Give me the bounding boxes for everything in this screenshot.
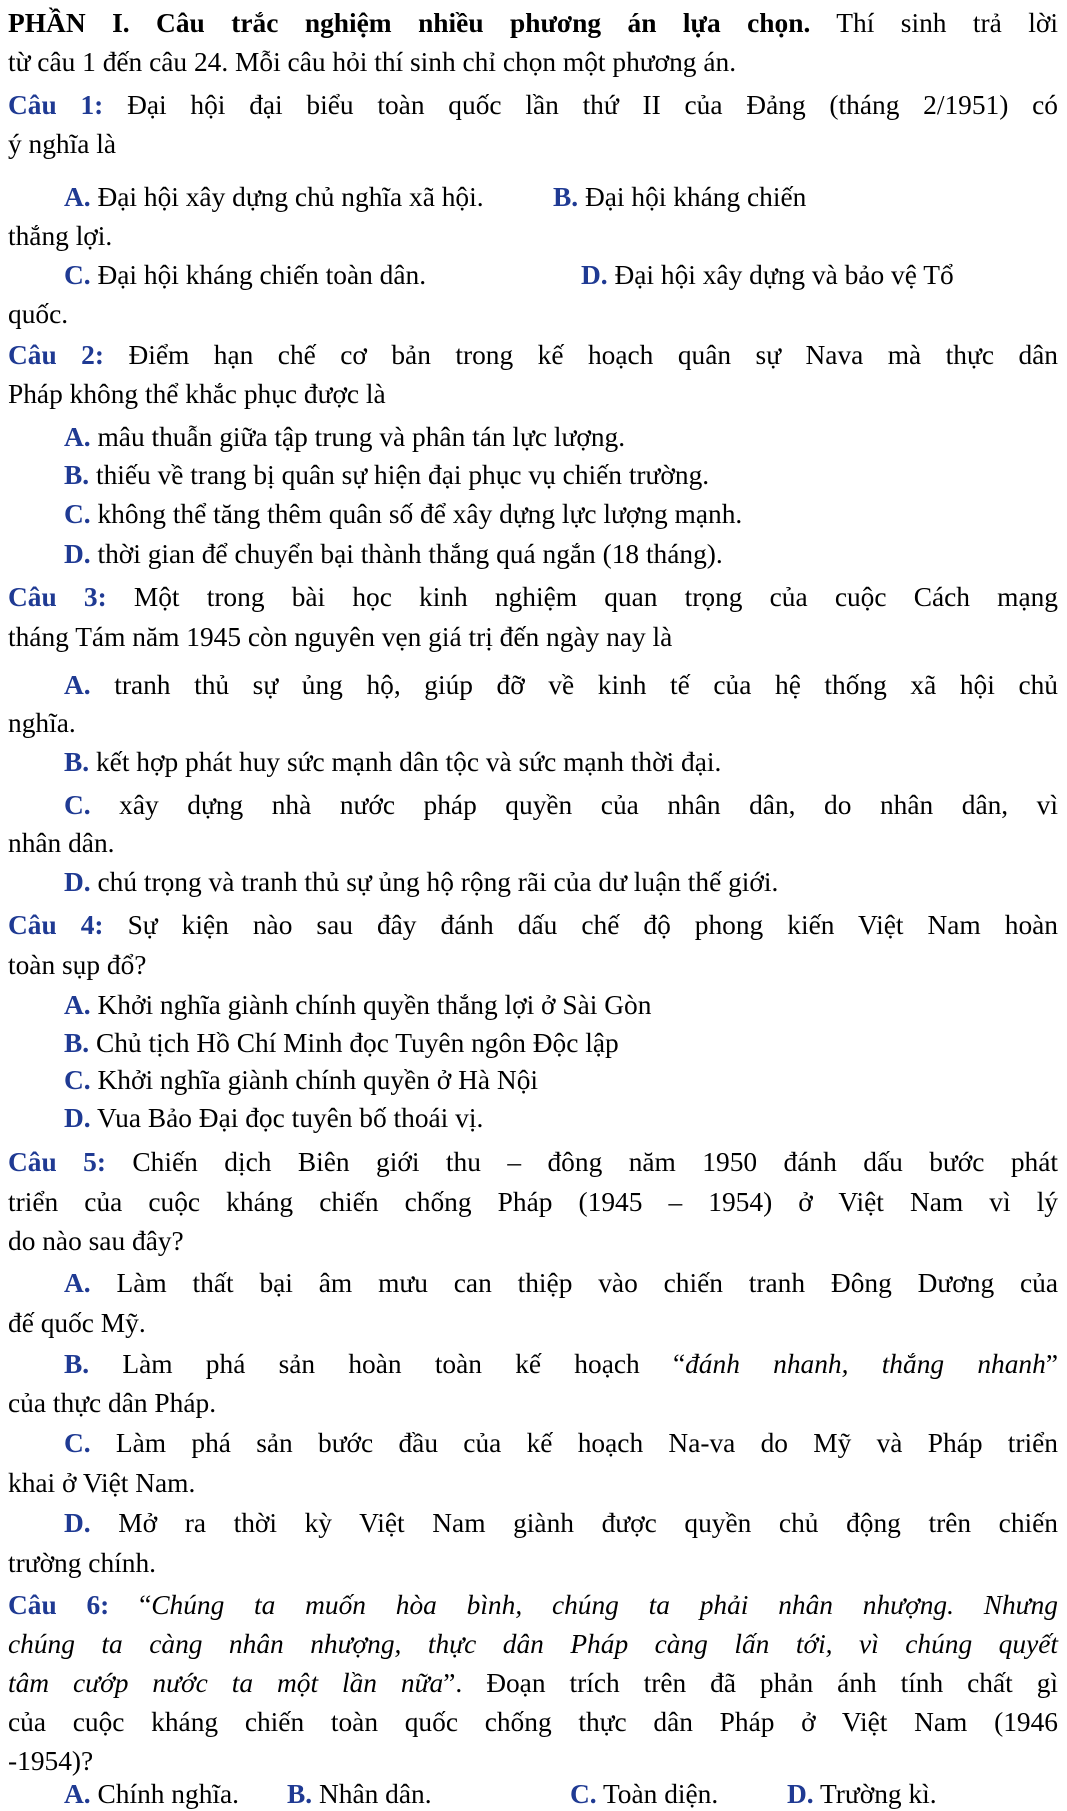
question-5-option-b-cont: của thực dân Pháp. bbox=[8, 1388, 217, 1418]
question-3-option-c-cont: nhân dân. bbox=[8, 828, 115, 858]
question-3-option-c bbox=[64, 788, 1058, 822]
option-letter: D. bbox=[787, 1779, 814, 1809]
option-letter: A. bbox=[64, 182, 91, 212]
question-3-option-a bbox=[64, 668, 1058, 702]
question-5-option-a bbox=[64, 1266, 1058, 1300]
part-instruction: Thí sinh trả lời bbox=[810, 8, 1059, 38]
question-1-stem-cont: ý nghĩa là bbox=[8, 129, 117, 159]
question-5-option-c-cont: khai ở Việt Nam. bbox=[8, 1468, 196, 1498]
option-text: Khởi nghĩa giành chính quyền ở Hà Nội bbox=[90, 1065, 538, 1095]
question-6-option-c bbox=[570, 1777, 718, 1811]
option-text: không thể tăng thêm quân số để xây dựng lực lượng mạnh. bbox=[90, 499, 743, 529]
question-3-option-a-cont: nghĩa. bbox=[8, 708, 76, 738]
question-2-option-b bbox=[64, 458, 709, 492]
question-1-option-d-cont: quốc. bbox=[8, 299, 69, 329]
question-5-stem-cont: triển của cuộc kháng chiến chống Pháp (1945 – 1954) ở Việt Nam vì lý bbox=[8, 1187, 1058, 1217]
option-text: Khởi nghĩa giành chính quyền thắng lợi ở Sài Gòn bbox=[90, 990, 652, 1020]
option-text: Làm phá sản hoàn toàn kế hoạch “ bbox=[89, 1349, 686, 1379]
question-3-stem-cont: tháng Tám năm 1945 còn nguyên vẹn giá trị đến ngày nay là bbox=[8, 622, 673, 652]
option-text: Đại hội xây dựng và bảo vệ Tổ bbox=[607, 260, 954, 290]
option-letter: D. bbox=[64, 867, 91, 897]
question-5-stem bbox=[8, 1145, 1058, 1179]
question-4-option-b bbox=[64, 1026, 619, 1060]
option-text: Chủ tịch Hồ Chí Minh đọc Tuyên ngôn Độc lập bbox=[89, 1028, 619, 1058]
option-text: thời gian để chuyển bại thành thắng quá ngắn (18 tháng). bbox=[90, 539, 723, 569]
question-3-option-d bbox=[64, 865, 778, 899]
option-letter: D. bbox=[581, 260, 608, 290]
option-text: Vua Bảo Đại đọc tuyên bố thoái vị. bbox=[90, 1103, 484, 1133]
option-text: Làm phá sản bước đầu của kế hoạch Na-va do Mỹ và Pháp triển bbox=[90, 1428, 1058, 1458]
question-6-stem-cont: của cuộc kháng chiến toàn quốc chống thực dân Pháp ở Việt Nam (1946 bbox=[8, 1707, 1058, 1737]
question-6-stem bbox=[8, 1588, 1058, 1622]
option-text: Toàn diện. bbox=[596, 1779, 719, 1809]
question-1-option-c bbox=[64, 258, 426, 292]
option-text: Làm thất bại âm mưu can thiệp vào chiến tranh Đông Dương của bbox=[90, 1268, 1058, 1298]
option-letter: D. bbox=[64, 1508, 91, 1538]
question-text: Chiến dịch Biên giới thu – đông năm 1950 đánh dấu bước phát bbox=[105, 1147, 1058, 1177]
question-4-stem bbox=[8, 908, 1058, 942]
question-number: Câu 2: bbox=[8, 340, 104, 370]
option-text: xây dựng nhà nước pháp quyền của nhân dân, do nhân dân, vì bbox=[90, 790, 1058, 820]
question-6-quote-end bbox=[8, 1666, 1058, 1700]
part-heading bbox=[8, 6, 1058, 40]
option-letter: B. bbox=[64, 747, 90, 777]
question-6-option-d bbox=[787, 1777, 937, 1811]
option-text: kết hợp phát huy sức mạnh dân tộc và sức mạnh thời đại. bbox=[89, 747, 722, 777]
option-text: Nhân dân. bbox=[312, 1779, 432, 1809]
question-2-stem-cont: Pháp không thể khắc phục được là bbox=[8, 379, 386, 409]
question-text: ”. Đoạn trích trên đã phản ánh tính chất gì bbox=[443, 1668, 1059, 1698]
question-2-option-c bbox=[64, 497, 742, 531]
question-1-option-b bbox=[553, 180, 806, 214]
option-letter: C. bbox=[64, 260, 91, 290]
option-text: thiếu về trang bị quân sự hiện đại phục vụ chiến trường. bbox=[89, 460, 710, 490]
question-2-stem bbox=[8, 338, 1058, 372]
option-letter: A. bbox=[64, 1268, 91, 1298]
question-2-option-d bbox=[64, 537, 723, 571]
question-quote: tâm cướp nước ta một lần nữa bbox=[8, 1668, 444, 1698]
question-number: Câu 1: bbox=[8, 90, 104, 120]
option-letter: B. bbox=[64, 1028, 90, 1058]
question-4-option-c bbox=[64, 1063, 538, 1097]
option-text-close-quote: ” bbox=[1045, 1349, 1058, 1379]
option-text: chú trọng và tranh thủ sự ủng hộ rộng rãi của dư luận thế giới. bbox=[90, 867, 779, 897]
option-letter: C. bbox=[64, 1428, 91, 1458]
question-5-option-d bbox=[64, 1506, 1058, 1540]
option-letter: C. bbox=[64, 499, 91, 529]
question-4-option-a bbox=[64, 988, 651, 1022]
option-text: tranh thủ sự ủng hộ, giúp đỡ về kinh tế của hệ thống xã hội chủ bbox=[90, 670, 1058, 700]
option-letter: D. bbox=[64, 539, 91, 569]
option-letter: B. bbox=[64, 1349, 90, 1379]
question-text: Điểm hạn chế cơ bản trong kế hoạch quân sự Nava mà thực dân bbox=[104, 340, 1058, 370]
question-1-option-d bbox=[581, 258, 954, 292]
option-letter: A. bbox=[64, 1779, 91, 1809]
option-text: Đại hội kháng chiến bbox=[578, 182, 807, 212]
question-number: Câu 4: bbox=[8, 910, 104, 940]
question-6-option-b bbox=[287, 1777, 432, 1811]
option-text: Chính nghĩa. bbox=[90, 1779, 240, 1809]
part-title: PHẦN I. Câu trắc nghiệm nhiều phương án lựa chọn. bbox=[8, 8, 811, 38]
question-open-quote: “ bbox=[109, 1590, 152, 1620]
option-letter: A. bbox=[64, 422, 91, 452]
question-number: Câu 5: bbox=[8, 1147, 106, 1177]
option-text: mâu thuẫn giữa tập trung và phân tán lực lượng. bbox=[90, 422, 626, 452]
question-5-stem-cont-2: do nào sau đây? bbox=[8, 1226, 184, 1256]
question-5-option-b bbox=[64, 1347, 1058, 1381]
option-letter: A. bbox=[64, 990, 91, 1020]
question-6-quote-cont: chúng ta càng nhân nhượng, thực dân Pháp càng lấn tới, vì chúng quyết bbox=[8, 1629, 1058, 1659]
question-1-option-a bbox=[64, 180, 484, 214]
question-6-option-a bbox=[64, 1777, 239, 1811]
option-letter: C. bbox=[64, 790, 91, 820]
question-3-stem bbox=[8, 580, 1058, 614]
option-text: Đại hội kháng chiến toàn dân. bbox=[90, 260, 427, 290]
question-quote: Chúng ta muốn hòa bình, chúng ta phải nhân nhượng. Nhưng bbox=[151, 1590, 1058, 1620]
question-text: Một trong bài học kinh nghiệm quan trọng của cuộc Cách mạng bbox=[106, 582, 1059, 612]
question-text: Đại hội đại biểu toàn quốc lần thứ II của Đảng (tháng 2/1951) có bbox=[103, 90, 1059, 120]
question-1-option-b-cont: thắng lợi. bbox=[8, 221, 113, 251]
part-instruction-cont: từ câu 1 đến câu 24. Mỗi câu hỏi thí sinh chỉ chọn một phương án. bbox=[8, 47, 737, 77]
question-5-option-a-cont: đế quốc Mỹ. bbox=[8, 1308, 146, 1338]
question-5-option-c bbox=[64, 1426, 1058, 1460]
option-letter: B. bbox=[64, 460, 90, 490]
question-4-option-d bbox=[64, 1101, 483, 1135]
question-text: Sự kiện nào sau đây đánh dấu chế độ phong kiến Việt Nam hoàn bbox=[103, 910, 1058, 940]
question-1-stem bbox=[8, 88, 1058, 122]
question-3-option-b bbox=[64, 745, 721, 779]
option-letter: B. bbox=[287, 1779, 313, 1809]
question-2-option-a bbox=[64, 420, 625, 454]
option-text: Đại hội xây dựng chủ nghĩa xã hội. bbox=[90, 182, 484, 212]
question-4-stem-cont: toàn sụp đổ? bbox=[8, 950, 147, 980]
question-number: Câu 6: bbox=[8, 1590, 110, 1620]
option-text: Trường kì. bbox=[813, 1779, 937, 1809]
option-letter: A. bbox=[64, 670, 91, 700]
option-text-italic: đánh nhanh, thắng nhanh bbox=[685, 1349, 1046, 1379]
option-letter: C. bbox=[570, 1779, 597, 1809]
question-number: Câu 3: bbox=[8, 582, 107, 612]
option-letter: C. bbox=[64, 1065, 91, 1095]
option-text: Mở ra thời kỳ Việt Nam giành được quyền chủ động trên chiến bbox=[90, 1508, 1058, 1538]
question-5-option-d-cont: trường chính. bbox=[8, 1548, 157, 1578]
option-letter: D. bbox=[64, 1103, 91, 1133]
question-6-stem-cont-2: -1954)? bbox=[8, 1746, 94, 1776]
option-letter: B. bbox=[553, 182, 579, 212]
